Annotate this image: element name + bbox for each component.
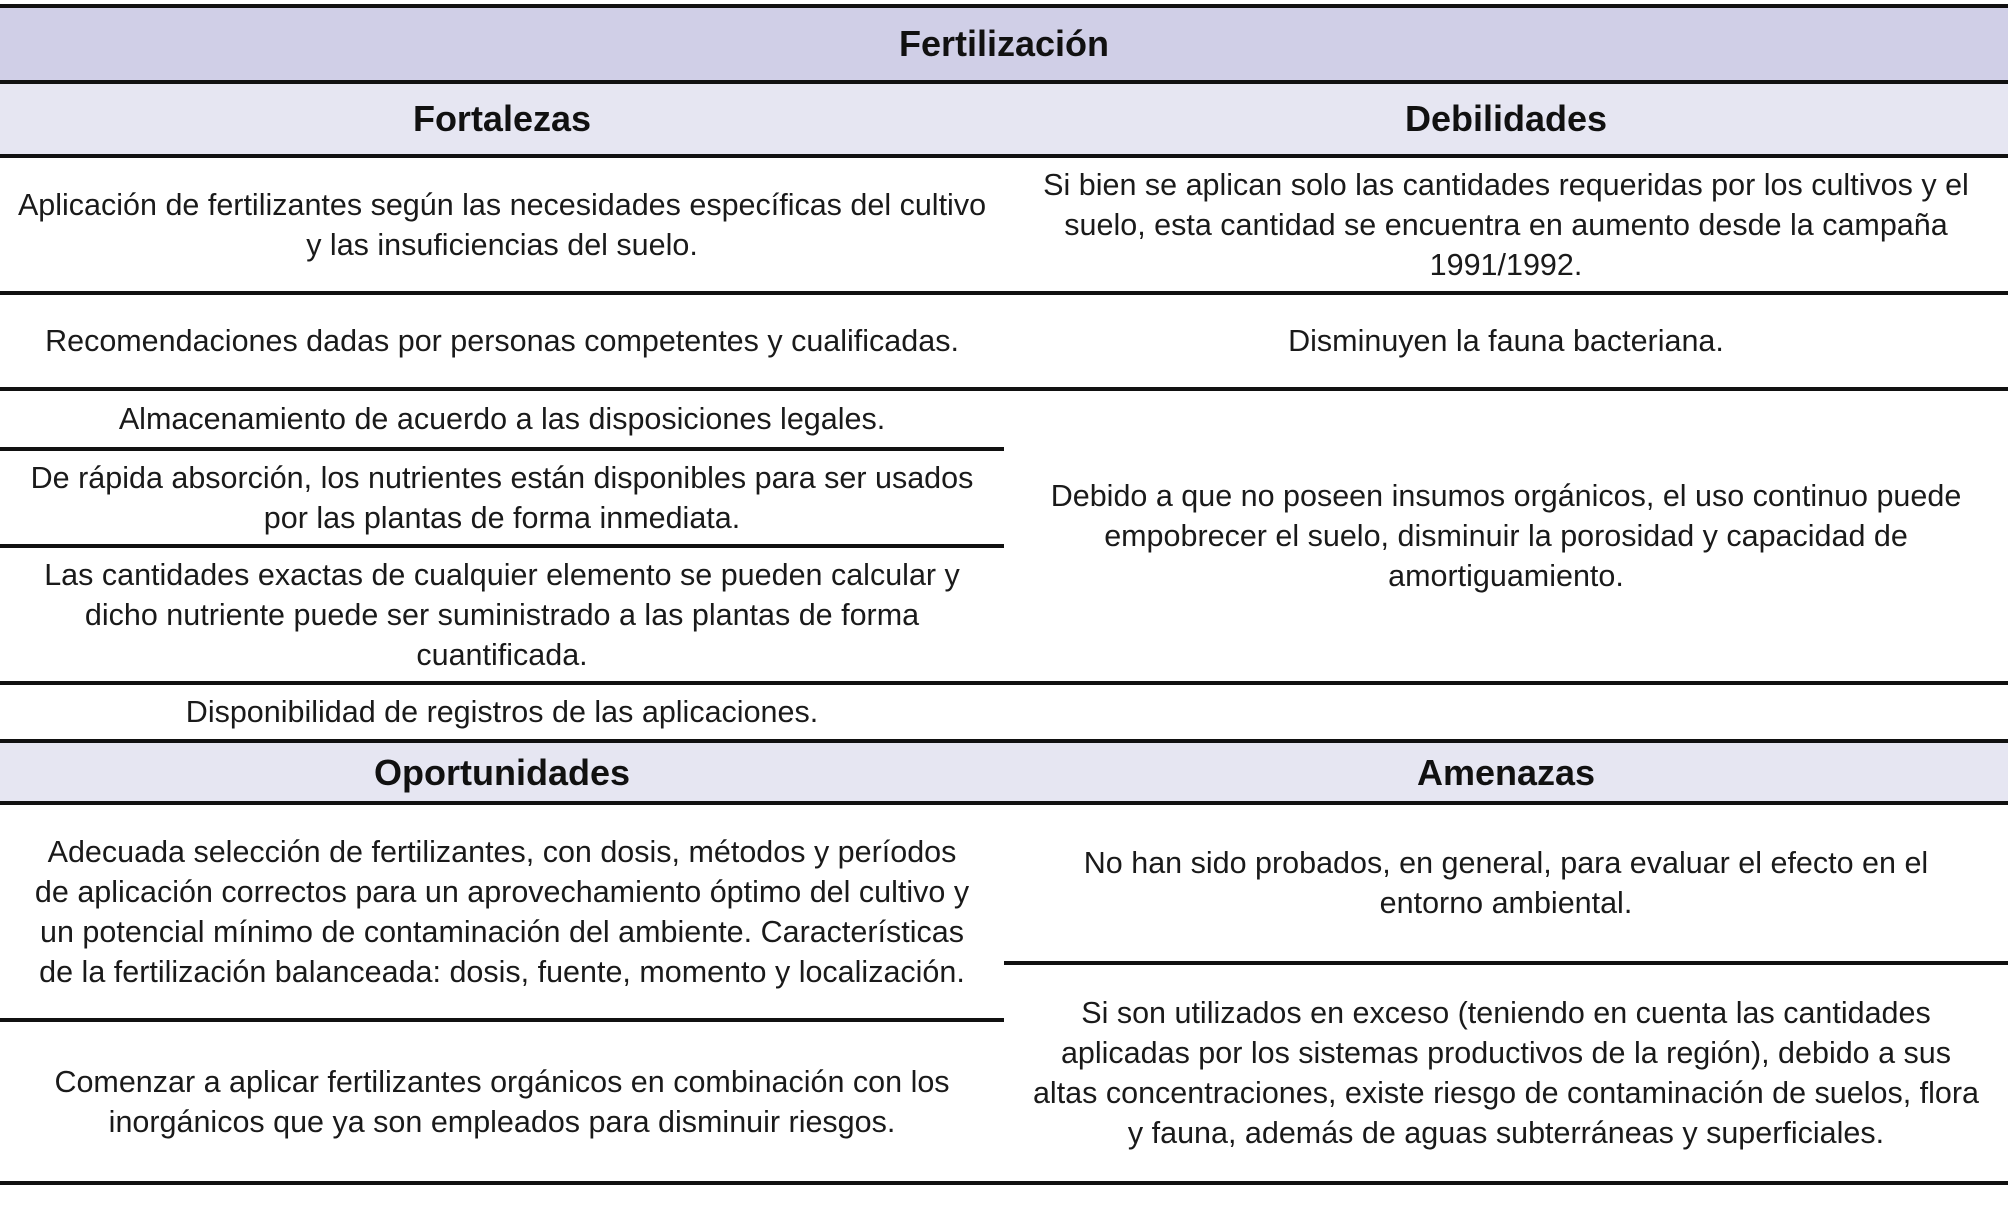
debilidad-cell: Si bien se aplican solo las cantidades requeridas por los cultivos y el suelo, esta cantidad se encuentra en aumento desde la campaña 1991/1992.	[1043, 167, 1969, 282]
header-fortalezas: Fortalezas	[412, 98, 592, 139]
rule-top	[0, 4, 2008, 8]
rule-bottom	[0, 1181, 2008, 1185]
table-title: Fertilización	[898, 23, 1110, 64]
header-oportunidades: Oportunidades	[373, 751, 630, 793]
header-debilidades: Debilidades	[1404, 98, 1608, 139]
fortaleza-cell: Recomendaciones dadas por personas competentes y cualificadas.	[45, 324, 959, 358]
fortaleza-cell: Las cantidades exactas de cualquier elemento se pueden calcular y dicho nutriente puede ser suministrado a las plantas de forma cuantificada.	[44, 557, 960, 672]
amenaza-cell: Si son utilizados en exceso (teniendo en cuenta las cantidades aplicadas por los sistemas productivos de la región), debido a sus altas concentraciones, existe riesgo de contaminación de suelos, flora y fauna, además de aguas subterráneas y superficiales.	[1032, 996, 1980, 1150]
fortaleza-cell: De rápida absorción, los nutrientes están disponibles para ser usados por las plantas de forma inmediata.	[30, 460, 974, 535]
header-amenazas: Amenazas	[1416, 751, 1596, 793]
fortaleza-cell: Almacenamiento de acuerdo a las disposiciones legales.	[118, 402, 886, 436]
fortaleza-cell: Disponibilidad de registros de las aplicaciones.	[185, 695, 819, 729]
rule-above-oa	[0, 739, 2008, 743]
header-band-fd	[0, 84, 2008, 154]
debilidad-cell: Disminuyen la fauna bacteriana.	[1288, 324, 1724, 358]
fortaleza-cell: Aplicación de fertilizantes según las necesidades específicas del cultivo y las insuficiencias del suelo.	[17, 187, 987, 262]
debilidad-cell: Debido a que no poseen insumos orgánicos, el uso continuo puede empobrecer el suelo, disminuir la porosidad y capacidad de amortiguamiento.	[1050, 479, 1962, 593]
rule-under-title	[0, 80, 2008, 84]
oportunidad-cell: Comenzar a aplicar fertilizantes orgánicos en combinación con los inorgánicos que ya son empleados para disminuir riesgos.	[54, 1064, 950, 1139]
header-band-oa	[0, 743, 2008, 802]
table-title-band	[0, 8, 2008, 80]
oportunidad-cell: Adecuada selección de fertilizantes, con dosis, métodos y períodos de aplicación correctos para un aprovechamiento óptimo del cultivo y un potencial mínimo de contaminación del ambiente. Características de la fertilización balanceada: dosis, fuente, momento y localización.	[34, 834, 970, 989]
amenaza-cell: No han sido probados, en general, para evaluar el efecto en el entorno ambiental.	[1083, 846, 1929, 920]
